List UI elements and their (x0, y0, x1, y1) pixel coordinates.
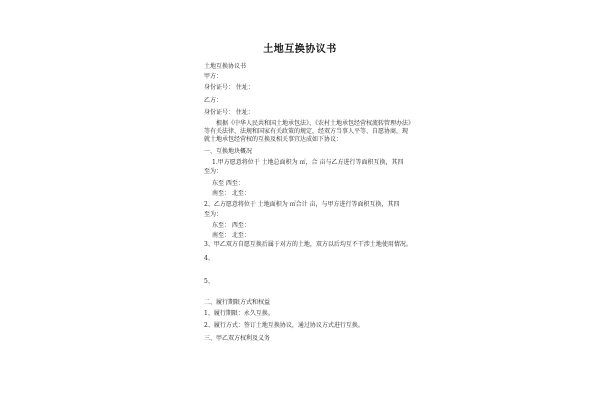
party-a-id-address: 身份证号： 住址： (204, 84, 254, 91)
section2-item1: 1、履行期限：永久互换。 (204, 310, 274, 317)
item1-bound1: 东至 西至： (212, 180, 244, 187)
item3: 3、甲乙双方自愿互换后属于对方的土地，双方以后均互不干涉土地使用情况。 (204, 241, 412, 248)
item2-bound2: 南至： 北至： (212, 232, 250, 239)
document-title: 土地互换协议书 (263, 44, 337, 55)
section1-heading: 一、互换地块概况 (204, 148, 253, 155)
section2-heading: 二、履行期限方式和权益 (204, 299, 271, 306)
item2-line2: 至为： (204, 211, 223, 218)
item5: 5、 (204, 278, 214, 285)
section3-heading: 三、甲乙双方权利及义务 (204, 335, 271, 342)
item2-line1: 2、乙方愿意将位于 土地面积为 ㎡合计 亩，与甲方进行等面积互换，其四 (204, 201, 400, 208)
item4: 4、 (204, 255, 214, 262)
document-subtitle: 土地互换协议书 (204, 63, 247, 70)
party-b-label: 乙方： (204, 97, 223, 104)
item1-line2: 至为： (204, 168, 223, 175)
item1-line1: 1.甲方愿意将位于 土地总面积为 ㎡，合 亩与乙方进行等面积互换，其四 (212, 159, 404, 166)
party-a-label: 甲方： (204, 73, 223, 80)
intro-paragraph: 根据《中华人民共和国土地承包法》、《农村土地承包经营权流转管理办法》等有关法律、法规和国家有关政策的规定，经双方当事人平等、自愿协商，现就土地承包经营权的互换及相关事宜达成如下协议： (204, 120, 412, 143)
item2-bound1: 东至： 西至： (212, 222, 250, 229)
item1-bound2: 南至： 北至： (212, 190, 250, 197)
section2-item2: 2、履行方式：签订土地互换协议，通过协议方式进行互换。 (204, 322, 364, 329)
party-b-id-address: 身份证号： 住址： (204, 109, 254, 116)
